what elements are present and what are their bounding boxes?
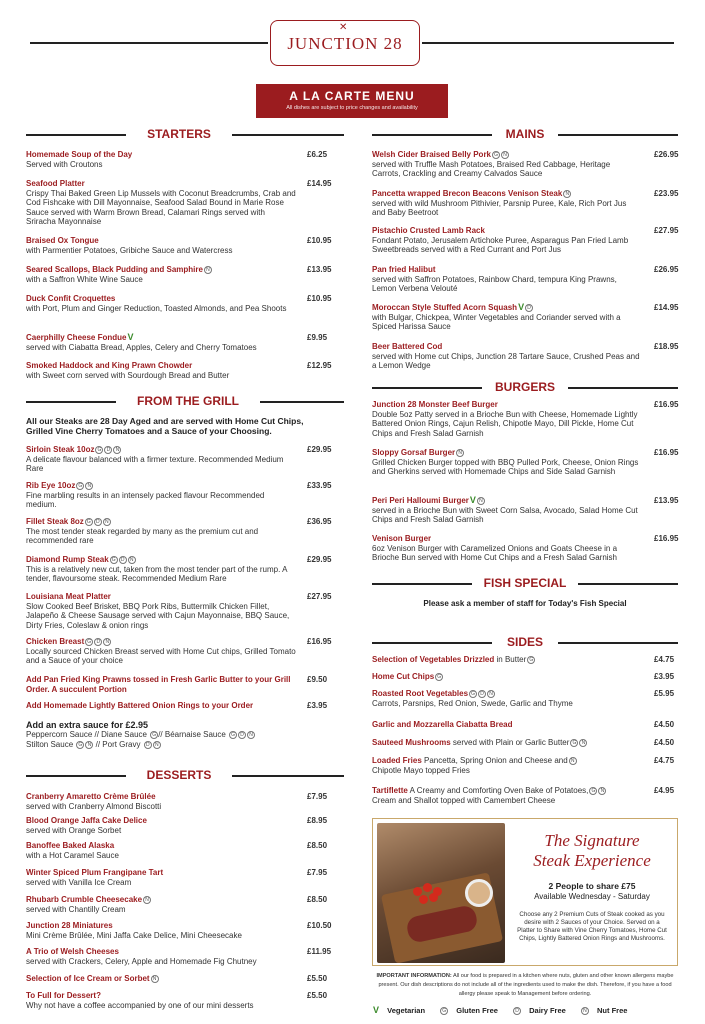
sides-item-price: £4.75 [654,756,675,765]
starters-item-price: £6.25 [307,150,328,159]
starters-item-price: £14.95 [307,179,332,188]
sauce-line-2: Stilton Sauce G N // Port Gravy D N [26,740,326,750]
grill-item [26,445,332,474]
sides-item-name: Selection of Vegetables Drizzled [372,655,495,664]
gluten-free-icon: G [435,673,443,681]
sides-item-price: £4.95 [654,786,675,795]
fish-special-note: Please ask a member of staff for Today's Fish Special [423,599,627,608]
legend-nut-free: N Nut Free [580,1006,634,1015]
nut-free-icon: N [563,190,571,198]
grill-item-price: £36.95 [307,517,332,526]
desserts-item [26,974,328,984]
nut-free-icon: N [85,482,93,490]
nut-free-icon: N [247,731,255,739]
grill-item-name: Fillet Steak 8oz [26,517,84,526]
logo [270,20,420,66]
starters-item-description: Served with Croutons [26,159,103,169]
sides-item-description: Chipotle Mayo topped Fries [372,765,470,775]
desserts-item-name: To Full for Dessert? [26,991,101,1000]
desserts-item [26,895,328,914]
grill-item-price: £9.50 [307,675,328,684]
signature-steak-box [372,818,678,966]
starters-item-name: Duck Confit Croquettes [26,294,116,303]
nut-free-icon: N [487,690,495,698]
desserts-item-description: Mini Crème Brûlée, Mini Jaffa Cake Delice, Mini Cheesecake [26,930,242,940]
desserts-item-name: Junction 28 Miniatures [26,921,113,930]
desserts-item-price: £5.50 [307,991,328,1000]
starters-item-price: £12.95 [307,361,332,370]
desserts-item-price: £8.95 [307,816,328,825]
grill-item-name: Add Pan Fried King Prawns tossed in Fresh Garlic Butter to your Grill Order. A succulent Portion [26,675,291,694]
nut-free-icon: N [143,896,151,904]
section-mains: MAINS [372,127,678,143]
grill-item-price: £29.95 [307,555,332,564]
grill-item-description: This is a relatively new cut, taken from the most tender part of the rump. A tender, flavoursome steak. Recommended Medium Rare [26,564,288,584]
desserts-item-name: Cranberry Amaretto Crème Brûlée [26,792,156,801]
starters-item [26,236,332,255]
burgers-item-description: 6oz Venison Burger with Caramelized Onions and Goats Cheese in a Brioche Bun served with Home Cut Chips and a Fresh Salad Garnish [372,543,618,563]
burgers-item-price: £16.95 [654,448,679,457]
desserts-item-price: £7.95 [307,792,328,801]
sides-item-name: Garlic and Mozzarella Ciabatta Bread [372,720,513,729]
burgers-item-name: Peri Peri Halloumi Burger [372,496,469,505]
section-fish: FISH SPECIAL [372,576,678,592]
mains-item-description: with Bulgar, Chickpea, Winter Vegetables and Coriander served with a Spiced Harissa Sauce [372,312,621,332]
desserts-item [26,947,332,966]
grill-item [26,637,332,666]
steak-platter-photo [377,823,505,963]
desserts-item-price: £11.95 [307,947,332,956]
burgers-item-name: Sloppy Gorsaf Burger [372,448,456,457]
burgers-item-description: Grilled Chicken Burger topped with BBQ Pulled Pork, Cheese, Onion Rings and Gherkins served with Homemade Chips and Side Salad Garnish [372,457,639,477]
sides-item [372,720,675,730]
grill-item-name: Diamond Rump Steak [26,555,109,564]
sides-item-name-extra: Pancetta, Spring Onion and Cheese and [421,756,568,765]
grill-item-name: Rib Eye 10oz [26,481,76,490]
signature-availability: Available Wednesday - Saturday [534,892,650,901]
dairy-free-icon: D [513,1007,521,1015]
mains-item [372,302,679,332]
desserts-item [26,991,328,1010]
legend-dairy-free: D Dairy Free [512,1006,572,1015]
desserts-item-name: Winter Spiced Plum Frangipane Tart [26,868,164,877]
sides-item-name: Home Cut Chips [372,672,435,681]
grill-item-price: £16.95 [307,637,332,646]
starters-item-price: £9.95 [307,333,328,342]
sides-item-name: Sauteed Mushrooms [372,738,451,747]
burgers-item-price: £16.95 [654,534,679,543]
dairy-free-icon: D [94,638,102,646]
section-desserts: DESSERTS [26,768,344,784]
sides-item-name: Tartiflette [372,786,408,795]
desserts-item [26,792,328,811]
desserts-item-name: Blood Orange Jaffa Cake Delice [26,816,147,825]
dairy-free-icon: D [238,731,246,739]
grill-item [26,481,332,510]
mains-item [372,342,679,371]
desserts-item-name: Selection of Ice Cream or Sorbet [26,974,150,983]
grill-item-description: Fine marbling results in an intensely packed flavour Recommended medium. [26,490,265,510]
mains-item-name: Welsh Cider Braised Belly Pork [372,150,492,159]
dairy-free-icon: D [144,741,152,749]
mains-item [372,189,679,218]
mains-item-name: Pancetta wrapped Brecon Beacons Venison Steak [372,189,563,198]
nut-free-icon: N [569,757,577,765]
grill-item-description: A delicate flavour balanced with a firmer texture. Recommended Medium Rare [26,454,284,474]
grill-item-description: Locally sourced Chicken Breast served with Home Cut chips, Grilled Tomato and a Sauce of your choice [26,646,296,666]
starters-item [26,265,332,284]
vegetarian-icon: V [518,302,525,312]
starters-item-name: Seafood Platter [26,179,85,188]
mains-item-description: served with Home cut Chips, Junction 28 Tartare Sauce, Crushed Peas and a Lemon Wedge [372,351,640,371]
starters-item-name: Smoked Haddock and King Prawn Chowder [26,361,193,370]
vegetarian-icon: V [469,495,476,505]
gluten-free-icon: G [150,731,158,739]
mains-item-price: £14.95 [654,303,679,312]
burgers-item-price: £16.95 [654,400,679,409]
nut-free-icon: N [501,151,509,159]
gluten-free-icon: G [85,638,93,646]
grill-item [26,675,328,694]
grill-intro: All our Steaks are 28 Day Aged and are served with Home Cut Chips, Grilled Vine Cherry Tomatoes and a Sauce of your Choosing. [26,416,304,436]
signature-description: Choose any 2 Premium Cuts of Steak cooked as you desire with 2 Sauces of your Choice. Served on a Platter to Share with Vine Cherry Tomatoes, Home Cut Chips, Lightly Battered Onion Rings and Mushrooms. [517,911,667,942]
grill-item-description: The most tender steak regarded by many as the premium cut and recommended rare [26,526,259,546]
nut-free-icon: N [85,741,93,749]
grill-item [26,555,332,584]
gluten-free-icon: G [527,656,535,664]
desserts-item-price: £8.50 [307,841,328,850]
burgers-item [372,400,679,438]
desserts-item-name: A Trio of Welsh Cheeses [26,947,119,956]
starters-item [26,150,328,169]
nut-free-icon: N [128,556,136,564]
desserts-item-description: with a Hot Caramel Sauce [26,850,119,860]
gluten-free-icon: G [440,1007,448,1015]
dairy-free-icon: D [119,556,127,564]
mains-item-price: £26.95 [654,265,679,274]
starters-item [26,361,332,380]
starters-item-name: Braised Ox Tongue [26,236,99,245]
gluten-free-icon: G [76,482,84,490]
sides-item-price: £4.50 [654,720,675,729]
sides-item [372,786,675,805]
burgers-item-price: £13.95 [654,496,679,505]
gluten-free-icon: G [76,741,84,749]
gluten-free-icon: G [492,151,500,159]
starters-item-name: Seared Scallops, Black Pudding and Samphire [26,265,203,274]
nut-free-icon: N [151,975,159,983]
starters-item-description: with a Saffron White Wine Sauce [26,274,143,284]
sides-item [372,672,675,682]
mains-item-description: served with Truffle Mash Potatoes, Braised Red Cabbage, Heritage Carrots, Crackling and Creamy Calvados Sauce [372,159,611,179]
gluten-free-icon: G [570,739,578,747]
grill-item-name: Add Homemade Lightly Battered Onion Rings to your Order [26,701,254,710]
desserts-item [26,816,328,835]
grill-item-name: Chicken Breast [26,637,85,646]
grill-item [26,701,328,711]
dairy-free-icon: D [525,304,533,312]
nut-free-icon: N [598,787,606,795]
mains-item-price: £26.95 [654,150,679,159]
logo-text: JUNCTION 28 [287,34,403,53]
starters-item-description: served with Ciabatta Bread, Apples, Celery and Cherry Tomatoes [26,342,257,352]
sides-item-price: £4.50 [654,738,675,747]
grill-item [26,517,332,546]
mains-item-price: £18.95 [654,342,679,351]
mains-item-name: Pan fried Halibut [372,265,436,274]
nut-free-icon: N [581,1007,589,1015]
dairy-free-icon: D [478,690,486,698]
vegetarian-icon: V [373,1005,380,1015]
cutlery-icon: ✕ [339,22,348,33]
section-sides: SIDES [372,635,678,651]
nut-free-icon: N [103,638,111,646]
gluten-free-icon: G [85,518,93,526]
legend-vegetarian: V Vegetarian [373,1005,426,1015]
starters-item-name: Caerphilly Cheese Fondue [26,333,127,342]
section-starters: STARTERS [26,127,344,143]
mains-item-name: Pistachio Crusted Lamb Rack [372,226,485,235]
desserts-item-description: Why not have a coffee accompanied by one of our mini desserts [26,1000,254,1010]
nut-free-icon: N [103,518,111,526]
sides-item-description: Cream and Shallot topped with Camembert Cheese [372,795,556,805]
nut-free-icon: N [153,741,161,749]
desserts-item-price: £5.50 [307,974,328,983]
sides-item [372,689,675,708]
mains-item [372,265,679,294]
mains-item [372,226,679,255]
starters-item-price: £13.95 [307,265,332,274]
sides-item [372,738,675,748]
desserts-item-price: £7.95 [307,868,328,877]
mains-item-name: Beer Battered Cod [372,342,443,351]
desserts-item-price: £10.50 [307,921,332,930]
grill-item-price: £29.95 [307,445,332,454]
sides-item-price: £5.95 [654,689,675,698]
gluten-free-icon: G [95,446,103,454]
section-burgers: BURGERS [372,380,678,396]
mains-item-description: Fondant Potato, Jerusalem Artichoke Puree, Asparagus Pan Fried Lamb Sweetbreads served with a Red Currant and Port Jus [372,235,629,255]
mains-item-price: £27.95 [654,226,679,235]
signature-title-1: The Signature [544,831,640,850]
nut-free-icon: N [579,739,587,747]
dairy-free-icon: D [94,518,102,526]
starters-item [26,179,332,227]
starters-item [26,294,332,313]
sides-item-name: Roasted Root Vegetables [372,689,469,698]
burgers-item [372,448,679,477]
sauce-block [26,720,326,750]
desserts-item [26,841,328,860]
sides-item-name-extra: in Butter [494,655,527,664]
desserts-item-price: £8.50 [307,895,328,904]
grill-item-price: £3.95 [307,701,328,710]
grill-item-price: £27.95 [307,592,332,601]
gluten-free-icon: G [469,690,477,698]
header-line-right [422,42,674,44]
burgers-item [372,495,679,525]
desserts-item-description: served with Vanilla Ice Cream [26,877,132,887]
sides-item-name-extra: A Creamy and Comforting Oven Bake of Potatoes, [407,786,589,795]
dairy-free-icon: D [104,446,112,454]
section-grill: FROM THE GRILL [26,394,344,410]
menu-banner [256,84,448,118]
burgers-item-name: Junction 28 Monster Beef Burger [372,400,498,409]
gluten-free-icon: G [110,556,118,564]
gluten-free-icon: G [229,731,237,739]
sides-item-name: Loaded Fries [372,756,422,765]
starters-item-price: £10.95 [307,294,332,303]
desserts-item [26,921,332,940]
grill-item-name: Louisiana Meat Platter [26,592,111,601]
dietary-legend [372,1005,678,1015]
mains-item-description: served with wild Mushroom Pithivier, Parsnip Puree, Kale, Rich Port Jus and Baby Beetroot [372,198,627,218]
mains-item-name: Moroccan Style Stuffed Acorn Squash [372,303,518,312]
burgers-item-name: Venison Burger [372,534,432,543]
signature-share: 2 People to share £75 [548,881,636,891]
sides-item-price: £4.75 [654,655,675,664]
sides-item [372,756,675,775]
desserts-item-name: Rhubarb Crumble Cheesecake [26,895,143,904]
nut-free-icon: N [477,497,485,505]
starters-item-description: with Port, Plum and Ginger Reduction, Toasted Almonds, and Pea Shoots [26,303,287,313]
starters-item-price: £10.95 [307,236,332,245]
grill-item-name: Sirloin Steak 10oz [26,445,95,454]
signature-title-2: Steak Experience [533,851,651,870]
mains-item-price: £23.95 [654,189,679,198]
mains-item-description: served with Saffron Potatoes, Rainbow Chard, tempura King Prawns, Lemon Verbena Velouté [372,274,617,294]
starters-item-description: with Sweet corn served with Sourdough Bread and Butter [26,370,230,380]
burgers-item-description: Double 5oz Patty served in a Brioche Bun with Cheese, Homemade Lightly Battered Onion Rings, Cajun Relish, Chipotle Mayo, Dill Pickle, Home Cut Chips and Fresh Salad Garnish [372,409,638,438]
desserts-item-description: served with Crackers, Celery, Apple and Homemade Fig Chutney [26,956,257,966]
nut-free-icon: N [456,449,464,457]
starters-item-name: Homemade Soup of the Day [26,150,133,159]
nut-free-icon: N [113,446,121,454]
desserts-item-name: Banoffee Baked Alaska [26,841,115,850]
burgers-item [372,534,679,563]
sauce-line-1: Peppercorn Sauce // Diane Sauce G // Béarnaise Sauce G D N [26,730,326,740]
banner-subtitle: All dishes are subject to price changes and availability [286,105,418,111]
starters-item [26,332,328,352]
grill-item-price: £33.95 [307,481,332,490]
grill-item [26,592,332,630]
legend-gluten-free: G Gluten Free [439,1006,504,1015]
grill-item-description: Slow Cooked Beef Brisket, BBQ Pork Ribs, Buttermilk Chicken Fillet, Jalapeño & Cheese Sausage served with Cajun Mayonnaise, BBQ Sauce, Dirty Fries, Coleslaw & onion rings [26,601,290,630]
starters-item-description: with Parmentier Potatoes, Gribiche Sauce and Watercress [26,245,233,255]
important-information: IMPORTANT INFORMATION: All our food is prepared in a kitchen where nuts, gluten and other known allergens maybe present. Our dish descriptions do not include all of the ingredients used to make the dish. Therefore, if you have a food allergy please speak to Management before ordering. [376,973,674,997]
banner-title: A LA CARTE MENU [289,89,415,103]
sides-item-price: £3.95 [654,672,675,681]
vegetarian-icon: V [127,332,134,342]
mains-item [372,150,679,179]
burgers-item-description: served in a Brioche Bun with Sweet Corn Salsa, Avocado, Salad Home Cut Chips and Fresh Salad Garnish [372,505,638,525]
desserts-item-description: served with Cranberry Almond Biscotti [26,801,162,811]
header-line-left [30,42,268,44]
sides-item-name-extra: served with Plain or Garlic Butter [450,738,570,747]
sides-item [372,655,675,665]
nut-free-icon: N [204,266,212,274]
sides-item-description: Carrots, Parsnips, Red Onion, Swede, Garlic and Thyme [372,698,573,708]
desserts-item [26,868,328,887]
desserts-item-description: served with Orange Sorbet [26,825,122,835]
gluten-free-icon: G [589,787,597,795]
sauce-title: Add an extra sauce for £2.95 [26,720,149,730]
starters-item-description: Crispy Thai Baked Green Lip Mussels with Coconut Breadcrumbs, Crab and Cod Fishcake with Dill Mayonnaise, Seafood Salad Bound in Marie Rose Sauce served with Warm Brown Bread, Calamari Rings served with Sriracha Mayonnaise [26,188,296,227]
desserts-item-description: served with Chantilly Cream [26,904,126,914]
